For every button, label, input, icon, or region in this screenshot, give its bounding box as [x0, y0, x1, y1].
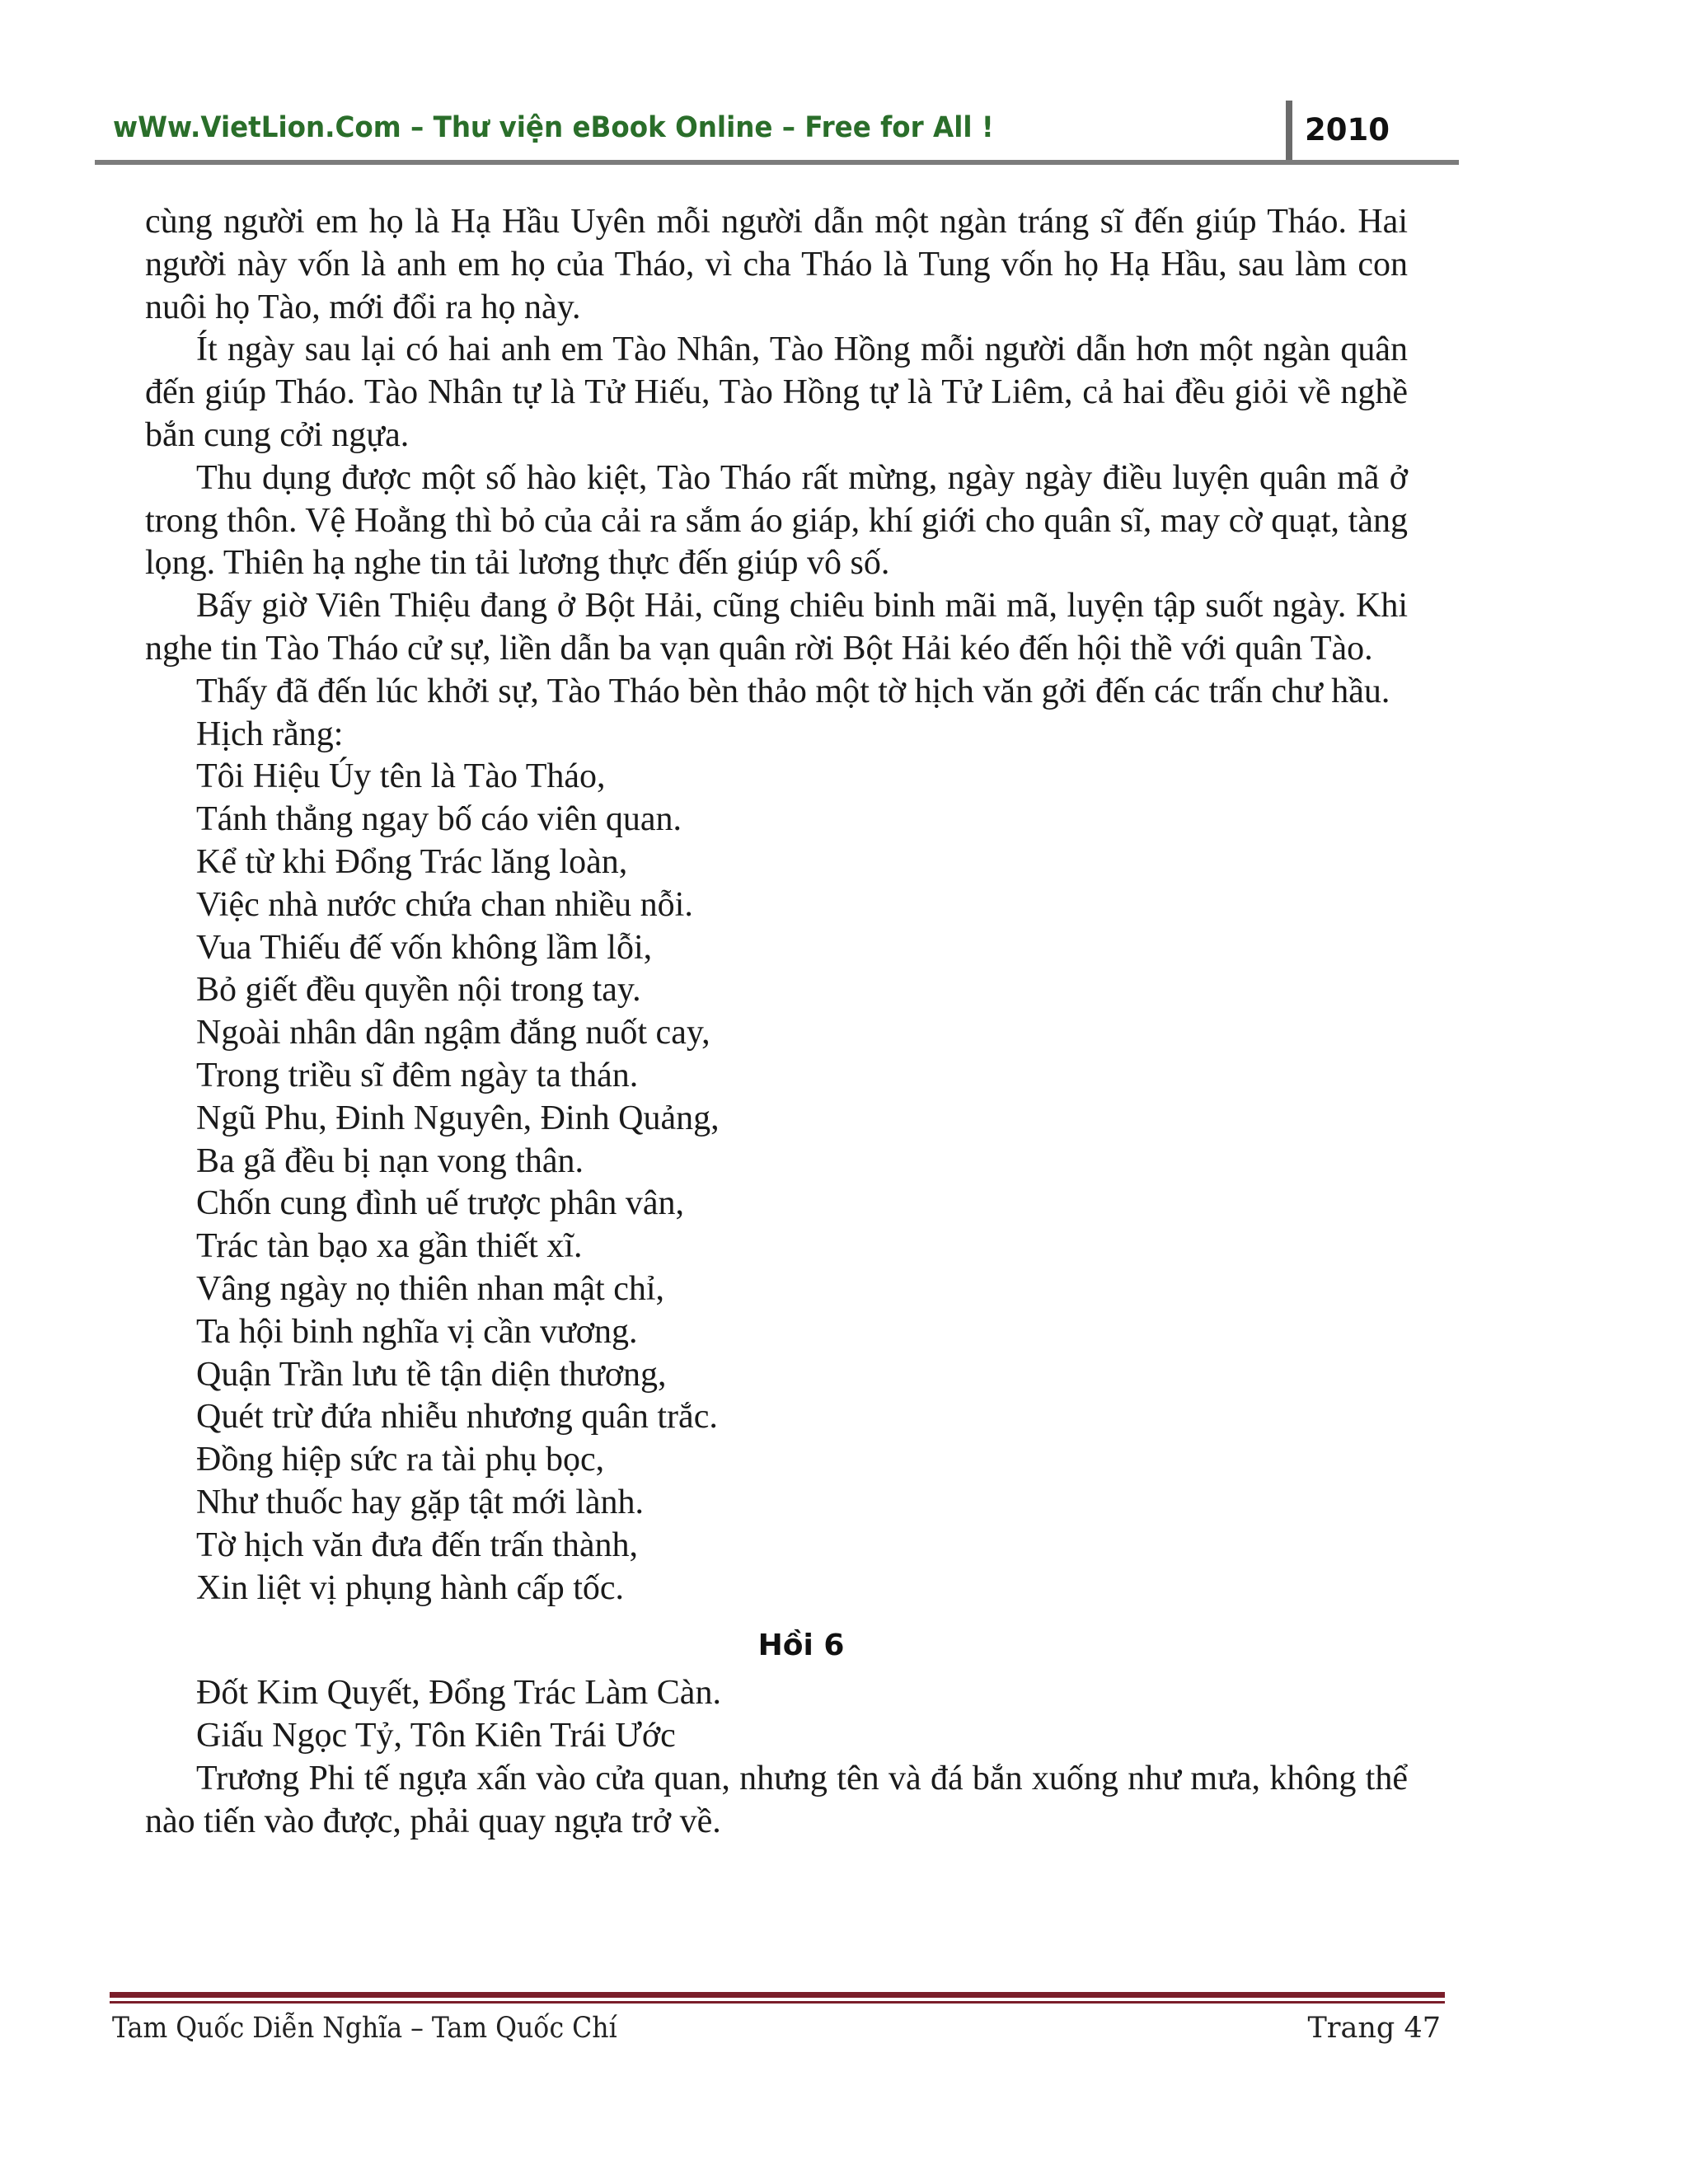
verse-line: Quận Trần lưu tề tận diện thương,	[196, 1355, 667, 1394]
verse-line: Chốn cung đình uế trược phân vân,	[196, 1184, 685, 1223]
verse-line: Tánh thẳng ngay bố cáo viên quan.	[196, 800, 682, 839]
header-rule	[95, 160, 1459, 165]
paragraph: Trương Phi tế ngựa xấn vào cửa quan, nhưng tên và đá bắn xuống như mưa, không thể nào tiến vào được, phải quay ngựa trở về.	[145, 1759, 1408, 1840]
header-year: 2010	[1305, 112, 1390, 148]
proclamation-verse	[145, 714, 1408, 1610]
footer-rule-thin	[110, 2001, 1445, 2004]
verse-line: Trong triều sĩ đêm ngày ta thán.	[196, 1056, 639, 1094]
paragraph: Ít ngày sau lại có hai anh em Tào Nhân, Tào Hồng mỗi người dẫn hơn một ngàn quân đến giúp Tháo. Tào Nhân tự là Tử Hiếu, Tào Hồng tự là Tử Liêm, cả hai đều giỏi về nghề bắn cung cởi ngựa.	[145, 330, 1408, 454]
chapter-subtitle-line: Giấu Ngọc Tỷ, Tôn Kiên Trái Ước	[196, 1717, 676, 1755]
verse-line: Xin liệt vị phụng hành cấp tốc.	[196, 1568, 625, 1607]
verse-line: Hịch rằng:	[196, 715, 344, 753]
paragraph: Bấy giờ Viên Thiệu đang ở Bột Hải, cũng chiêu binh mãi mã, luyện tập suốt ngày. Khi nghe tin Tào Tháo cử sự, liền dẫn ba vạn quân rời Bột Hải kéo đến hội thề với quân Tào.	[145, 587, 1408, 668]
verse-line: Ba gã đều bị nạn vong thân.	[196, 1141, 584, 1180]
verse-line: Tôi Hiệu Úy tên là Tào Tháo,	[196, 757, 606, 796]
paragraph: cùng người em họ là Hạ Hầu Uyên mỗi người dẫn một ngàn tráng sĩ đến giúp Tháo. Hai người này vốn là anh em họ của Tháo, vì cha Tháo là Tung vốn họ Hạ Hầu, sau làm con nuôi họ Tào, mới đổi ra họ này.	[145, 203, 1408, 326]
verse-line: Kể từ khi Đổng Trác lăng loàn,	[196, 842, 628, 881]
verse-line: Ngoài nhân dân ngậm đắng nuốt cay,	[196, 1014, 710, 1052]
verse-line: Vâng ngày nọ thiên nhan mật chỉ,	[196, 1269, 665, 1308]
verse-line: Bỏ giết đều quyền nội trong tay.	[196, 971, 641, 1010]
paragraph: Thu dụng được một số hào kiệt, Tào Tháo rất mừng, ngày ngày điều luyện quân mã ở trong thôn. Vệ Hoằng thì bỏ của cải ra sắm áo giáp, khí giới cho quân sĩ, may cờ quạt, tàng lọng. Thiên hạ nghe tin tải lương thực đến giúp vô số.	[145, 458, 1408, 583]
paragraph: Thấy đã đến lúc khởi sự, Tào Tháo bèn thảo một tờ hịch văn gởi đến các trấn chư hầu.	[196, 672, 1390, 710]
page-number: Trang 47	[1307, 2012, 1441, 2045]
footer-book-title: Tam Quốc Diễn Nghĩa – Tam Quốc Chí	[112, 2012, 617, 2045]
verse-line: Quét trừ đứa nhiễu nhương quân trắc.	[196, 1398, 718, 1436]
verse-line: Như thuốc hay gặp tật mới lành.	[196, 1483, 645, 1521]
verse-line: Ta hội binh nghĩa vị cần vương.	[196, 1312, 638, 1351]
verse-line: Ngũ Phu, Đinh Nguyên, Đinh Quảng,	[196, 1099, 720, 1137]
chapter-subtitle-line: Đốt Kim Quyết, Đổng Trác Làm Càn.	[196, 1674, 721, 1713]
header-divider	[1286, 101, 1292, 163]
verse-line: Vua Thiếu đế vốn không lầm lỗi,	[196, 928, 653, 967]
verse-line: Việc nhà nước chứa chan nhiều nỗi.	[196, 885, 693, 924]
verse-line: Tờ hịch văn đưa đến trấn thành,	[196, 1526, 638, 1564]
page-header	[95, 101, 1459, 163]
verse-line: Trác tàn bạo xa gần thiết xĩ.	[196, 1227, 583, 1266]
verse-line: Đồng hiệp sức ra tài phụ bọc,	[196, 1441, 605, 1479]
chapter-subtitles	[145, 1672, 1408, 1758]
site-title: wWw.VietLion.Com – Thư viện eBook Online – Free for All !	[113, 111, 994, 144]
chapter-heading: Hồi 6	[757, 1629, 845, 1663]
page-body	[145, 201, 1408, 1843]
footer-rule	[110, 1992, 1445, 1998]
